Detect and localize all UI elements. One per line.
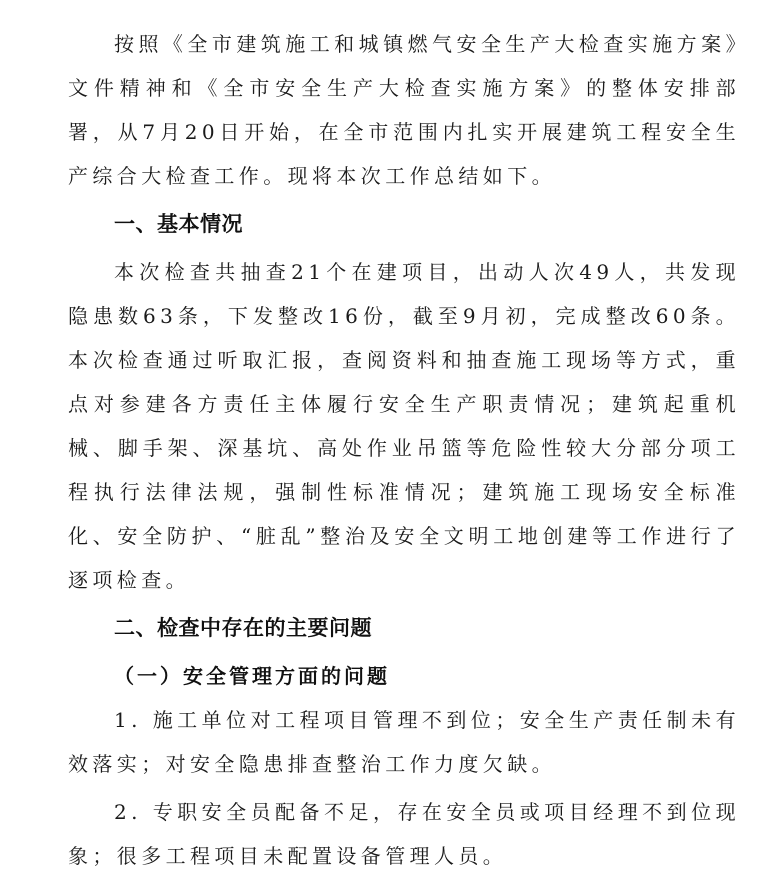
issue-item-1: 1. 施工单位对工程项目管理不到位；安全生产责任制未有效落实；对安全隐患排查整治工作力度欠缺。 (68, 708, 740, 776)
issue-item-2: 2. 专职安全员配备不足，存在安全员或项目经理不到位现象；很多工程项目未配置设备管理人员。 (68, 800, 740, 868)
section-2-heading: 二、检查中存在的主要问题 (114, 616, 372, 640)
section-1-paragraph: 本次检查共抽查21个在建项目，出动人次49人，共发现隐患数63条，下发整改16份，截至9月初，完成整改60条。本次检查通过听取汇报，查阅资料和抽查施工现场等方式，重点对参建各方责任主体履行安全生产职责情况；建筑起重机械、脚手架、深基坑、高处作业吊篮等危险性较大分部分项工程执行法律法规，强制性标准情况；建筑施工现场安全标准化、安全防护、“脏乱”整治及安全文明工地创建等工作进行了逐项检查。 (68, 260, 740, 592)
subsection-1-heading: （一）安全管理方面的问题 (114, 664, 390, 688)
section-1-heading: 一、基本情况 (114, 212, 243, 236)
intro-paragraph: 按照《全市建筑施工和城镇燃气安全生产大检查实施方案》文件精神和《全市安全生产大检查实施方案》的整体安排部署，从7月20日开始，在全市范围内扎实开展建筑工程安全生产综合大检查工作。现将本次工作总结如下。 (68, 32, 740, 188)
